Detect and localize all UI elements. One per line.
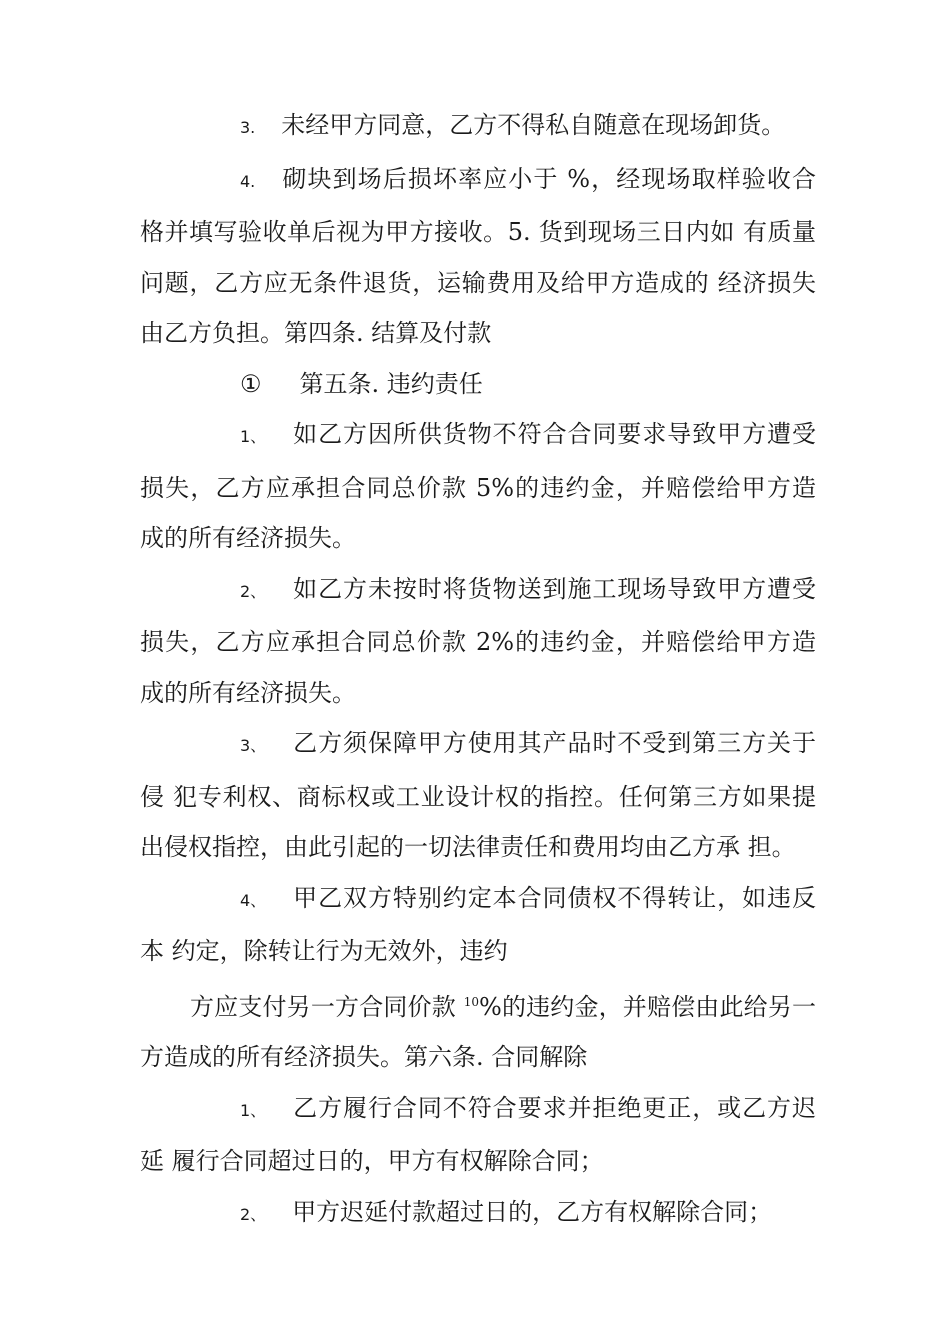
item-number: 4. xyxy=(240,171,256,191)
item-number: 3、 xyxy=(240,736,267,755)
item-number: 2、 xyxy=(240,581,267,601)
paragraph-text: 乙方履行合同不符合要求并拒绝更正，或乙方迟延 履行合同超过日的，甲方有权解除合同； xyxy=(140,1093,816,1175)
clause-4-acceptance xyxy=(140,154,816,359)
item-number: 2、 xyxy=(240,1204,267,1224)
clause-3-unloading xyxy=(140,100,816,154)
paragraph-text: 第五条. 违约责任 xyxy=(299,369,483,398)
termination-clause-2 xyxy=(140,1187,816,1241)
item-number: 4、 xyxy=(240,890,267,910)
liability-clause-2 xyxy=(140,564,816,719)
paragraph-text: 乙方须保障甲方使用其产品时不受到第三方关于侵 犯专利权、商标权或工业设计权的指控。任何第三方如果提 出侵权指控，由此引起的一切法律责任和费用均由乙方承 担。 xyxy=(140,729,816,861)
paragraph-text: 未经甲方同意，乙方不得私自随意在现场卸货。 xyxy=(281,111,786,139)
paragraph-text: 甲方迟延付款超过日的，乙方有权解除合同； xyxy=(292,1197,773,1226)
superscript-percent: 10 xyxy=(463,994,479,1009)
termination-clause-1 xyxy=(140,1083,816,1187)
section-5-heading xyxy=(140,359,816,410)
liability-clause-3 xyxy=(140,718,816,873)
item-number: 1、 xyxy=(240,427,267,446)
item-number: 3. xyxy=(240,118,256,137)
liability-clause-1 xyxy=(140,409,816,564)
paragraph-text: %的违约金，并赔偿由此给另一方造成的所有经济损失。第六条. 合同解除 xyxy=(140,992,816,1071)
document-page xyxy=(140,100,816,1240)
liability-clause-4 xyxy=(140,873,816,977)
paragraph-text: 方应支付另一方合同价款 xyxy=(190,992,464,1021)
paragraph-text: 如乙方未按时将货物送到施工现场导致甲方遭受损失，乙方应承担合同总价款 2%的违约金，并赔偿给甲方造 成的所有经济损失。 xyxy=(140,574,816,707)
paragraph-text: 砌块到场后损坏率应小于 %，经现场取样验收合 格并填写验收单后视为甲方接收。5. 货到现场三日内如 有质量问题，乙方应无条件退货，运输费用及给甲方造成的 经济损失由乙方负担。第四条. 结算及付款 xyxy=(140,164,816,347)
item-number: 1、 xyxy=(240,1100,267,1120)
liability-clause-4-continued xyxy=(140,977,816,1083)
circled-number: ① xyxy=(240,369,262,398)
paragraph-text: 甲乙双方特别约定本合同债权不得转让，如违反本 约定，除转让行为无效外，违约 xyxy=(140,883,816,965)
paragraph-text: 如乙方因所供货物不符合合同要求导致甲方遭受损失，乙方应承担合同总价款 5%的违约金，并赔偿给甲方造 成的所有经济损失。 xyxy=(140,420,816,552)
